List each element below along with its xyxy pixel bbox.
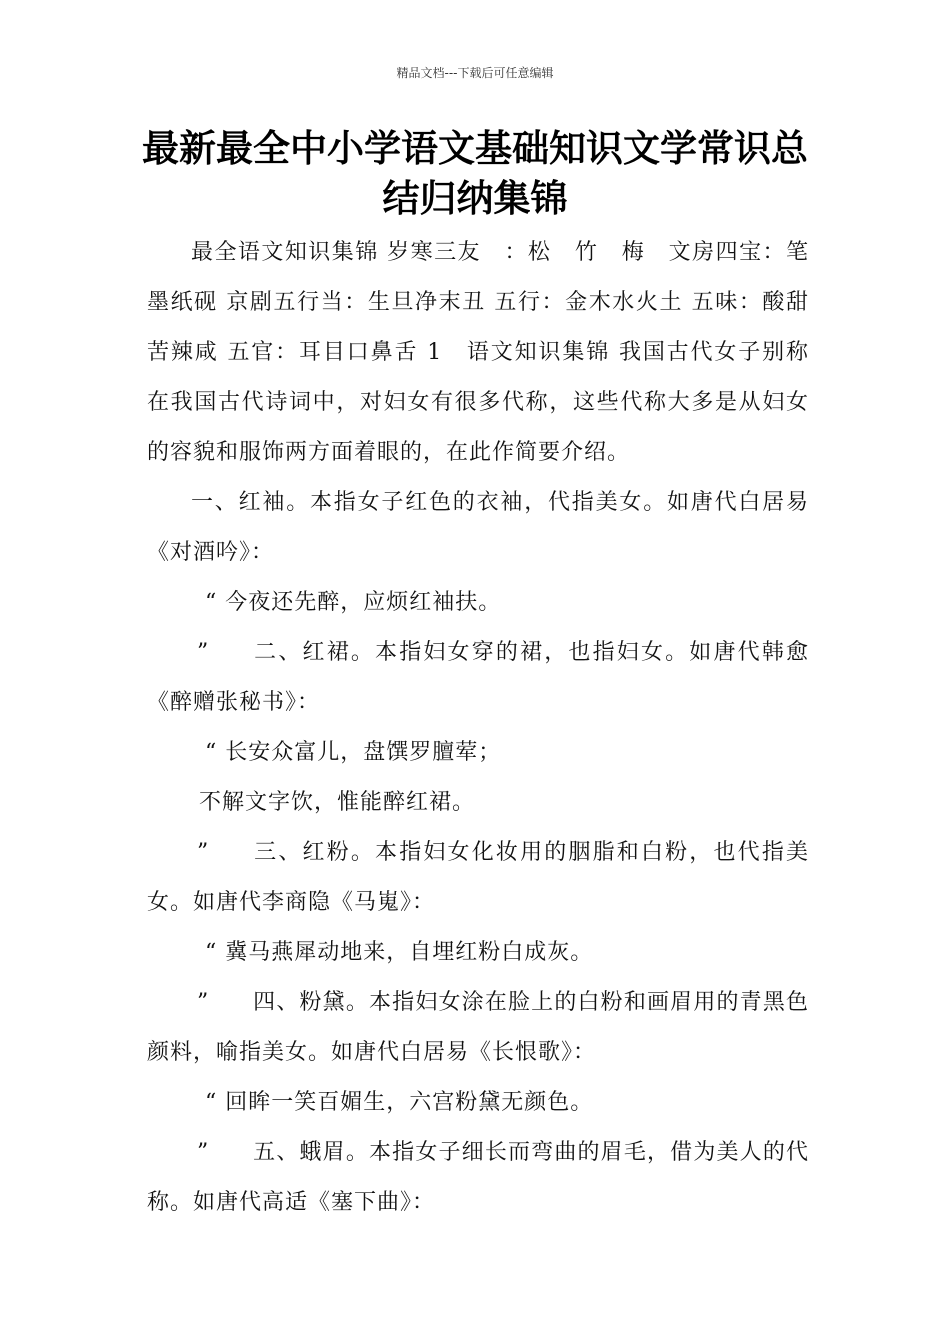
item-paragraph-5: [147, 1128, 809, 1228]
poem-quote-2a: “ 长安众富儿，盘馔罗膻荤；: [205, 740, 502, 765]
item-paragraph-4: [147, 978, 809, 1078]
intro-paragraph: 最全语文知识集锦 岁寒三友 ：松 竹 梅 文房四宝：笔墨纸砚 京剧五行当：生旦净末丑 五行：金木水火土 五味：酸甜苦辣咸 五官：耳目口鼻舌 1 语文知识集锦 我国古代女子别称 在我国古代诗词中，对妇女有很多代称，这些代称大多是从妇女的容貌和服饰两方面着眼的，在此作简要介绍。: [147, 240, 856, 465]
poem-quote-3: “ 冀马燕犀动地来，自埋红粉白成灰。: [205, 940, 594, 965]
item-text-5: 五、蛾眉。本指女子细长而弯曲的眉毛，借为美人的代称。如唐代高适《塞下曲》：: [147, 1140, 809, 1215]
poem-quote-1: “ 今夜还先醉，应烦红袖扶。: [205, 590, 502, 615]
item-paragraph-2: [147, 628, 809, 728]
item-text-3: 三、红粉。本指妇女化妆用的胭脂和白粉，也代指美女。如唐代李商隐《马嵬》：: [147, 840, 809, 915]
item-paragraph-1: 一、红袖。本指女子红色的衣袖，代指美女。如唐代白居易《对酒吟》：: [147, 490, 809, 565]
page-header: 精品文档---下载后可任意编辑: [396, 66, 554, 80]
closing-quote-mark: ”: [197, 640, 210, 665]
item-text-2: 二、红裙。本指妇女穿的裙，也指妇女。如唐代韩愈《醉赠张秘书》：: [147, 640, 809, 715]
poem-quote-4: “ 回眸一笑百媚生，六宫粉黛无颜色。: [205, 1090, 594, 1115]
poem-quote-2b: 不解文字饮，惟能醉红裙。: [199, 790, 476, 815]
closing-quote-mark: ”: [197, 1140, 210, 1165]
item-text-4: 四、粉黛。本指妇女涂在脸上的白粉和画眉用的青黑色颜料，喻指美女。如唐代白居易《长恨歌》：: [147, 990, 809, 1065]
document-body: [147, 228, 856, 1228]
closing-quote-mark: ”: [197, 990, 210, 1015]
title-line-1: 最新最全中小学语文基础知识文学常识总: [142, 127, 808, 170]
document-title: [120, 124, 830, 224]
title-line-2: 结归纳集锦: [382, 177, 568, 220]
item-paragraph-3: [147, 828, 809, 928]
closing-quote-mark: ”: [197, 840, 210, 865]
